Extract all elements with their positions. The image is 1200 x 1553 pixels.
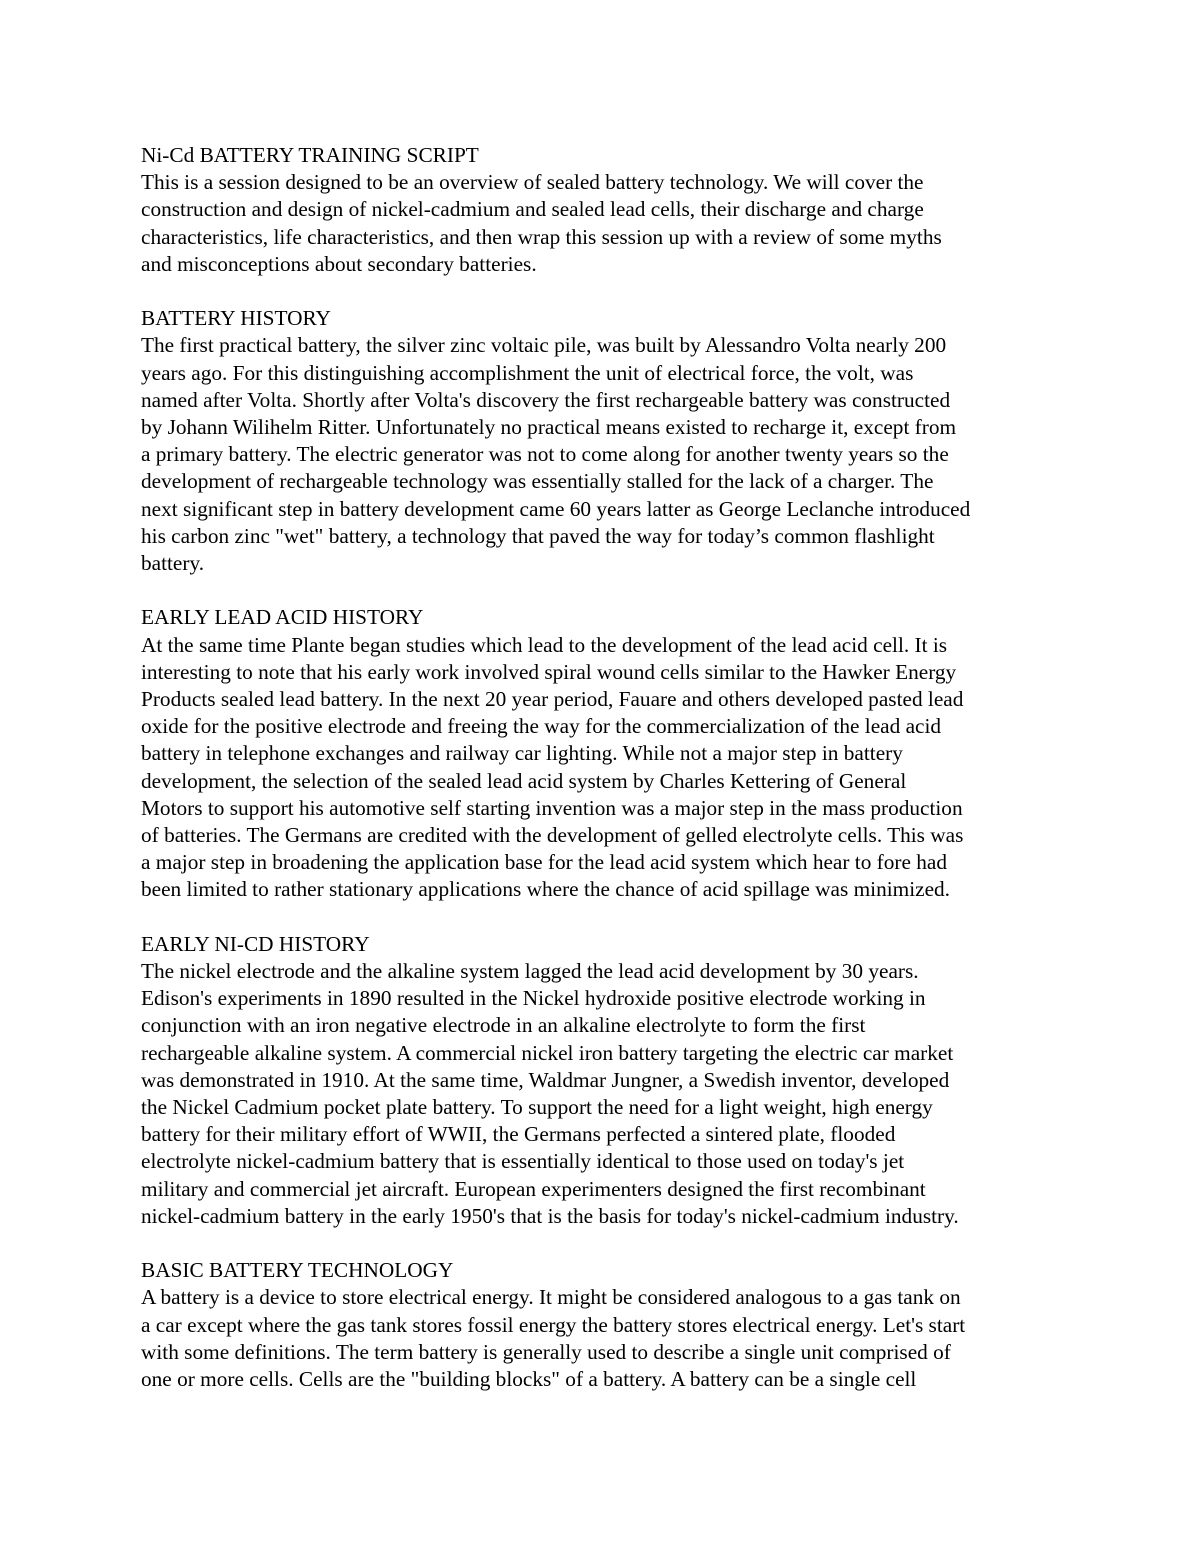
paragraph-line: was demonstrated in 1910. At the same time, Waldmar Jungner, a Swedish inventor, developed <box>141 1067 950 1092</box>
paragraph-line: the Nickel Cadmium pocket plate battery. To support the need for a light weight, high energy <box>141 1095 933 1120</box>
section-paragraph <box>141 958 1071 1230</box>
paragraph-line: Products sealed lead battery. In the next 20 year period, Fauare and others developed pasted lead <box>141 687 964 712</box>
section-paragraph <box>141 169 1071 278</box>
paragraph-line: interesting to note that his early work involved spiral wound cells similar to the Hawker Energy <box>141 659 957 684</box>
paragraph-line: Motors to support his automotive self starting invention was a major step in the mass production <box>141 795 963 820</box>
section-paragraph <box>141 1284 1071 1393</box>
paragraph-line: development of rechargeable technology was essentially stalled for the lack of a charger. The <box>141 469 934 494</box>
paragraph-line: construction and design of nickel-cadmium and sealed lead cells, their discharge and charge <box>141 197 924 222</box>
paragraph-line: battery in telephone exchanges and railway car lighting. While not a major step in battery <box>141 741 903 766</box>
paragraph-line: conjunction with an iron negative electrode in an alkaline electrolyte to form the first <box>141 1013 866 1038</box>
paragraph-line: electrolyte nickel-cadmium battery that is essentially identical to those used on today's jet <box>141 1149 905 1174</box>
paragraph-line: battery. <box>141 551 205 576</box>
paragraph-line: and misconceptions about secondary batteries. <box>141 251 537 276</box>
paragraph-line: The first practical battery, the silver zinc voltaic pile, was built by Alessandro Volta nearly 200 <box>141 333 947 358</box>
paragraph-line: A battery is a device to store electrical energy. It might be considered analogous to a gas tank on <box>141 1285 961 1310</box>
section-paragraph <box>141 332 1071 577</box>
document-section <box>141 1257 1071 1393</box>
section-heading: BATTERY HISTORY <box>141 306 331 331</box>
document-page <box>141 142 1071 1393</box>
paragraph-line: At the same time Plante began studies which lead to the development of the lead acid cell. It is <box>141 632 948 657</box>
paragraph-line: battery for their military effort of WWII, the Germans perfected a sintered plate, flooded <box>141 1122 896 1147</box>
paragraph-line: by Johann Wilihelm Ritter. Unfortunately no practical means existed to recharge it, except from <box>141 415 957 440</box>
paragraph-line: rechargeable alkaline system. A commercial nickel iron battery targeting the electric car market <box>141 1040 954 1065</box>
paragraph-line: a car except where the gas tank stores fossil energy the battery stores electrical energy. Let's start <box>141 1312 966 1337</box>
section-heading: EARLY NI-CD HISTORY <box>141 931 370 956</box>
paragraph-line: a primary battery. The electric generator was not to come along for another twenty years so the <box>141 442 949 467</box>
paragraph-line: nickel-cadmium battery in the early 1950's that is the basis for today's nickel-cadmium industry. <box>141 1203 959 1228</box>
section-heading: BASIC BATTERY TECHNOLOGY <box>141 1258 454 1283</box>
paragraph-line: of batteries. The Germans are credited with the development of gelled electrolyte cells. This was <box>141 823 964 848</box>
paragraph-line: The nickel electrode and the alkaline system lagged the lead acid development by 30 years. <box>141 959 919 984</box>
paragraph-line: been limited to rather stationary applications where the chance of acid spillage was minimized. <box>141 877 950 902</box>
paragraph-line: military and commercial jet aircraft. European experimenters designed the first recombinant <box>141 1176 926 1201</box>
section-heading: Ni-Cd BATTERY TRAINING SCRIPT <box>141 143 479 167</box>
document-section <box>141 142 1071 278</box>
section-paragraph <box>141 632 1071 904</box>
document-section <box>141 305 1071 577</box>
paragraph-line: named after Volta. Shortly after Volta's discovery the first rechargeable battery was constructed <box>141 387 951 412</box>
paragraph-line: his carbon zinc "wet" battery, a technology that paved the way for today’s common flashlight <box>141 523 935 548</box>
paragraph-line: a major step in broadening the application base for the lead acid system which hear to fore had <box>141 850 948 875</box>
paragraph-line: development, the selection of the sealed lead acid system by Charles Kettering of General <box>141 768 907 793</box>
section-heading: EARLY LEAD ACID HISTORY <box>141 605 424 630</box>
paragraph-line: with some definitions. The term battery is generally used to describe a single unit comprised of <box>141 1339 951 1364</box>
paragraph-line: characteristics, life characteristics, and then wrap this session up with a review of some myths <box>141 224 942 249</box>
paragraph-line: years ago. For this distinguishing accomplishment the unit of electrical force, the volt, was <box>141 360 914 385</box>
paragraph-line: This is a session designed to be an overview of sealed battery technology. We will cover the <box>141 170 924 195</box>
paragraph-line: one or more cells. Cells are the "building blocks" of a battery. A battery can be a single cell <box>141 1367 917 1392</box>
paragraph-line: next significant step in battery development came 60 years latter as George Leclanche introduced <box>141 496 971 521</box>
paragraph-line: oxide for the positive electrode and freeing the way for the commercialization of the lead acid <box>141 714 942 739</box>
document-section <box>141 604 1071 903</box>
document-section <box>141 931 1071 1230</box>
paragraph-line: Edison's experiments in 1890 resulted in the Nickel hydroxide positive electrode working in <box>141 986 926 1011</box>
